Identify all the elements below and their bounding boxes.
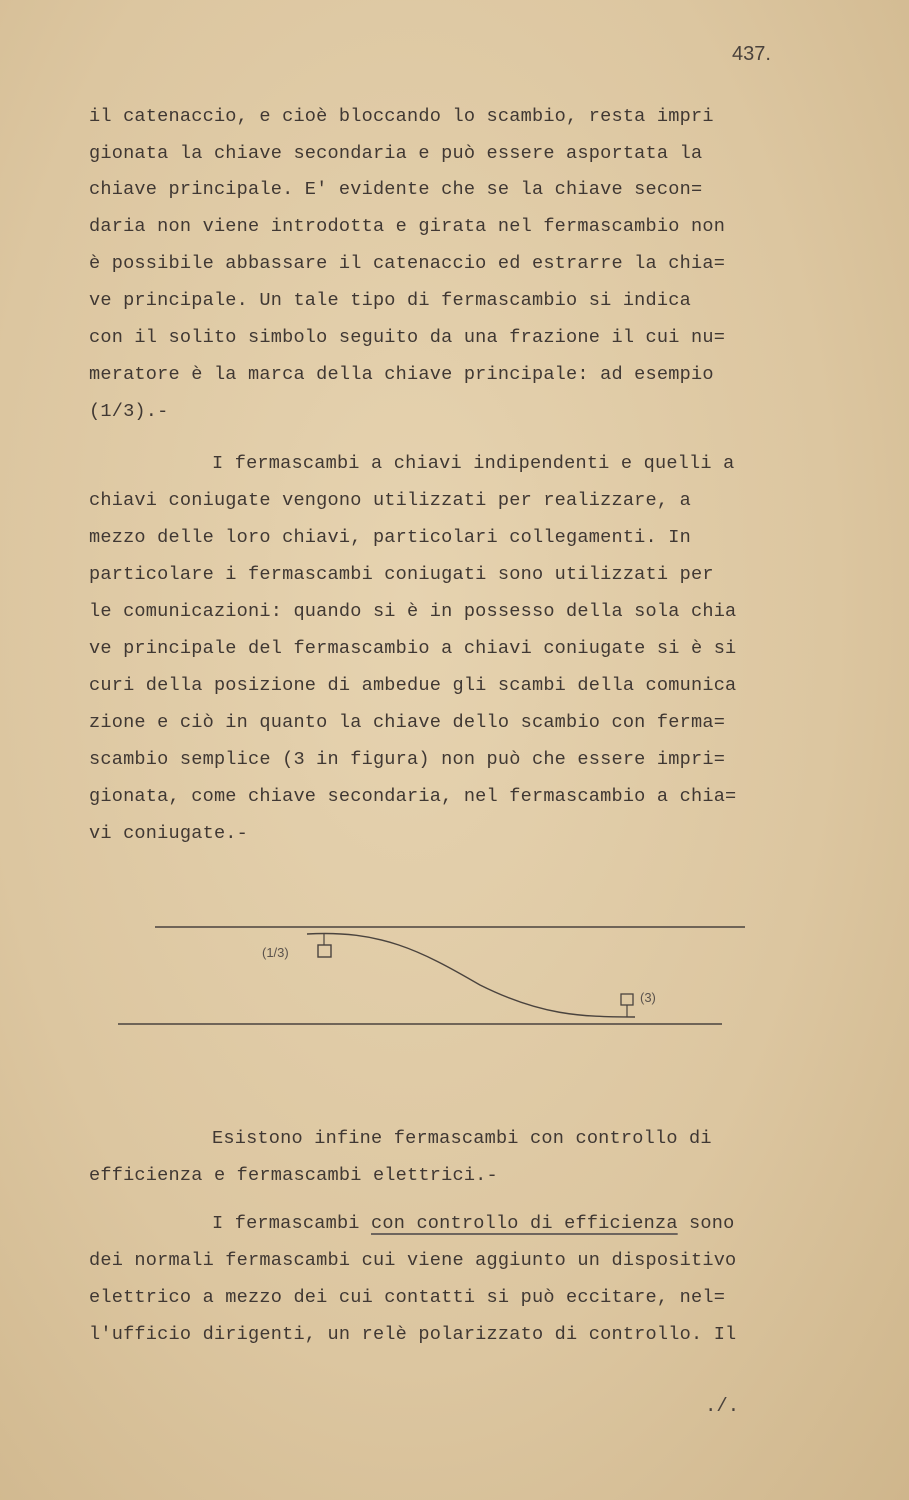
text-line: efficienza e fermascambi elettrici.-: [89, 1165, 498, 1186]
page-number: 437.: [732, 43, 771, 65]
crossover-curve: [307, 933, 635, 1017]
text-line: gionata, come chiave secondaria, nel fermascambio a chia=: [89, 786, 737, 807]
text-line: curi della posizione di ambedue gli scambi della comunica: [89, 675, 737, 696]
text-segment: sono: [677, 1213, 735, 1234]
text-line: [212, 1213, 734, 1235]
figure-label-right: (3): [640, 990, 656, 1005]
underlined-phrase: con controllo di efficienza: [371, 1213, 678, 1234]
switch-lock-icon-right: [621, 994, 633, 1005]
text-line: ve principale. Un tale tipo di fermascambio si indica: [89, 290, 691, 311]
text-line: meratore è la marca della chiave principale: ad esempio: [89, 364, 714, 385]
text-line: le comunicazioni: quando si è in possesso della sola chia: [89, 601, 737, 622]
text-line: dei normali fermascambi cui viene aggiunto un dispositivo: [89, 1250, 737, 1271]
text-line: Esistono infine fermascambi con controllo di: [212, 1128, 712, 1149]
text-line: zione e ciò in quanto la chiave dello scambio con ferma=: [89, 712, 726, 733]
text-line: particolare i fermascambi coniugati sono utilizzati per: [89, 564, 714, 585]
text-line: chiave principale. E' evidente che se la chiave secon=: [89, 179, 703, 200]
text-line: elettrico a mezzo dei cui contatti si può eccitare, nel=: [89, 1287, 726, 1308]
text-line: gionata la chiave secondaria e può essere asportata la: [89, 143, 703, 164]
text-segment: I fermascambi: [212, 1213, 372, 1234]
text-line: è possibile abbassare il catenaccio ed estrarre la chia=: [89, 253, 726, 274]
text-line: il catenaccio, e cioè bloccando lo scambio, resta impri: [89, 106, 714, 127]
text-line: ve principale del fermascambio a chiavi coniugate si è si: [89, 638, 737, 659]
text-line: I fermascambi a chiavi indipendenti e quelli a: [212, 453, 735, 474]
text-line: scambio semplice (3 in figura) non può che essere impri=: [89, 749, 726, 770]
text-line: daria non viene introdotta e girata nel fermascambio non: [89, 216, 726, 237]
text-line: vi coniugate.-: [89, 823, 249, 844]
text-line: l'ufficio dirigenti, un relè polarizzato di controllo. Il: [89, 1324, 737, 1345]
figure-label-left: (1/3): [262, 945, 289, 960]
text-line: con il solito simbolo seguito da una frazione il cui nu=: [89, 327, 726, 348]
switch-lock-icon-left: [318, 945, 331, 957]
text-line: chiavi coniugate vengono utilizzati per realizzare, a: [89, 490, 691, 511]
text-line: (1/3).-: [89, 401, 169, 422]
text-line: mezzo delle loro chiavi, particolari collegamenti. In: [89, 527, 691, 548]
continuation-mark: ./.: [705, 1395, 740, 1417]
